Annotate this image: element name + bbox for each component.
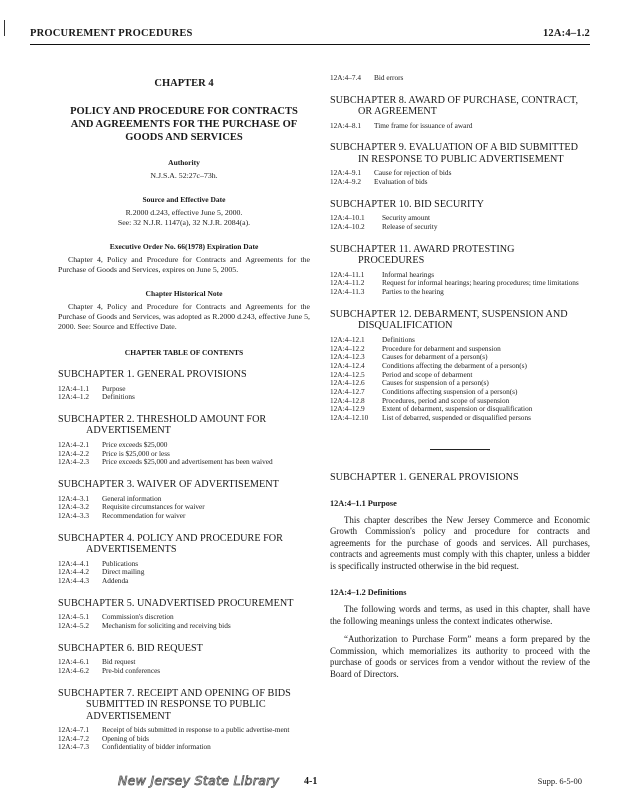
toc-entries-11	[330, 271, 590, 297]
toc-entry-title: Cause for rejection of bids	[374, 168, 452, 178]
subchapter-heading: SUBCHAPTER 9. EVALUATION OF A BID SUBMITTED	[330, 142, 579, 154]
toc-entry-title: Security amount	[382, 213, 431, 223]
toc-entry	[58, 577, 310, 586]
toc-entry-number: 12A:4–3.3	[58, 510, 90, 520]
toc-entries-2	[58, 441, 310, 467]
subchapter-heading-cont: DISQUALIFICATION	[358, 320, 453, 332]
toc-entry-number: 12A:4–7.2	[58, 733, 90, 743]
toc-entry-title: Bid errors	[374, 73, 404, 82]
subchapter-heading: SUBCHAPTER 8. AWARD OF PURCHASE, CONTRACT,	[330, 94, 579, 106]
toc-entry-title: Purpose	[102, 383, 126, 393]
subchapter-heading: SUBCHAPTER 11. AWARD PROTESTING	[330, 243, 515, 255]
toc-entry-number: 12A:4–11.3	[330, 287, 365, 297]
header-title: PROCUREMENT PROCEDURES	[30, 28, 193, 39]
toc-entry	[330, 414, 590, 423]
toc-entry	[58, 441, 310, 450]
left-column	[58, 60, 310, 752]
subchapter-heading: SUBCHAPTER 3. WAIVER OF ADVERTISEMENT	[58, 479, 279, 491]
chapter-name: POLICY AND PROCEDURE FOR CONTRACTS AND AGREEMENTS FOR THE PURCHASE OF GOODS AND SERVICES	[70, 106, 298, 143]
body-subchapter-heading: SUBCHAPTER 1. GENERAL PROVISIONS	[330, 471, 519, 483]
toc-entries-1	[58, 385, 310, 402]
toc-entry-title: Procedure for debarment and suspension	[382, 343, 501, 353]
purpose-heading: 12A:4–1.1 Purpose	[330, 498, 397, 508]
toc-entry-number: 12A:4–12.5	[330, 369, 365, 379]
toc-entry-title: Confidentiality of bidder information	[102, 742, 211, 752]
subchapter-heading-cont: PROCEDURES	[358, 255, 425, 267]
library-stamp: New Jersey State Library	[118, 773, 280, 788]
toc-entry	[58, 393, 310, 402]
toc-entry-title: Release of security	[382, 222, 438, 232]
toc-entry-number: 12A:4–3.1	[58, 493, 90, 503]
toc-entries-12	[330, 336, 590, 423]
toc-entry	[58, 512, 310, 521]
toc-entry	[58, 658, 310, 667]
toc-entry-number: 12A:4–12.9	[330, 404, 365, 414]
subchapter-heading-cont: SUBMITTED IN RESPONSE TO PUBLIC	[86, 699, 266, 711]
executive-order-text: Chapter 4, Policy and Procedure for Contracts and Agreements for the Purchase of Goods and Services, expires on June 5, 2005.	[58, 255, 310, 274]
toc-entry	[330, 214, 590, 223]
toc-entry-title: Causes for suspension of a person(s)	[382, 378, 489, 388]
toc-entry	[330, 74, 590, 83]
page-edge-mark	[4, 20, 5, 36]
toc-entry-title: General information	[102, 493, 162, 503]
toc-entry	[330, 178, 590, 187]
historical-note-text: Chapter 4, Policy and Procedure for Contracts and Agreements for the Purchase of Goods and Services, was adopted as R.2000 d.243, effective June 5, 2000. See: Source and Effective Date.	[58, 302, 310, 331]
toc-entry-number: 12A:4–7.3	[58, 742, 90, 752]
toc-entry-title: Bid request	[102, 657, 136, 667]
toc-entry-number: 12A:4–1.2	[58, 392, 90, 402]
toc-subchapter-9	[330, 142, 590, 165]
toc-entry-title: Period and scope of debarment	[382, 369, 473, 379]
toc-entry-title: Opening of bids	[102, 733, 150, 743]
section-divider	[430, 449, 490, 450]
toc-entry-number: 12A:4–1.1	[58, 383, 90, 393]
toc-entry	[330, 288, 590, 297]
toc-entries-7	[58, 726, 310, 752]
subchapter-heading: SUBCHAPTER 12. DEBARMENT, SUSPENSION AND	[330, 308, 568, 320]
toc-entry	[58, 560, 310, 569]
running-header	[30, 28, 590, 45]
toc-entry-number: 12A:4–12.3	[330, 352, 365, 362]
toc-entry-title: Publications	[102, 558, 139, 568]
toc-entry-title: Pre-bid conferences	[102, 665, 161, 675]
definitions-text: The following words and terms, as used in this chapter, shall have the following meanings unless the context indicates otherwise.	[330, 604, 590, 626]
toc-entry-number: 12A:4–4.3	[58, 576, 90, 586]
toc-entries-5	[58, 613, 310, 630]
toc-entry	[330, 169, 590, 178]
toc-entry-number: 12A:4–9.2	[330, 177, 362, 187]
toc-title: CHAPTER TABLE OF CONTENTS	[124, 348, 244, 357]
subchapter-heading: SUBCHAPTER 6. BID REQUEST	[58, 642, 203, 654]
toc-entry	[330, 122, 590, 131]
subchapter-heading: SUBCHAPTER 10. BID SECURITY	[330, 198, 484, 210]
toc-entry-title: Extent of debarment, suspension or disqualification	[382, 404, 533, 414]
executive-order-heading: Executive Order No. 66(1978) Expiration Date	[109, 242, 259, 251]
toc-entry-number: 12A:4–6.2	[58, 665, 90, 675]
toc-subchapter-1	[58, 369, 310, 381]
page-number: 4-1	[304, 776, 318, 787]
toc-entry-number: 12A:4–9.1	[330, 168, 362, 178]
toc-entry-number: 12A:4–10.1	[330, 213, 365, 223]
toc-subchapter-2	[58, 414, 310, 437]
toc-entry	[58, 667, 310, 676]
authority-heading: Authority	[168, 158, 200, 167]
toc-subchapter-8	[330, 95, 590, 118]
toc-entry-title: Definitions	[382, 334, 415, 344]
subchapter-heading: SUBCHAPTER 5. UNADVERTISED PROCUREMENT	[58, 597, 294, 609]
toc-entry-title: Evaluation of bids	[374, 177, 428, 187]
toc-entry-number: 12A:4–12.10	[330, 413, 369, 423]
definitions-heading: 12A:4–1.2 Definitions	[330, 588, 407, 598]
toc-entry-title: Price is $25,000 or less	[102, 448, 170, 458]
subchapter-heading-cont: ADVERTISEMENT	[86, 425, 171, 437]
subchapter-heading: SUBCHAPTER 2. THRESHOLD AMOUNT FOR	[58, 413, 267, 425]
right-column	[330, 74, 590, 680]
toc-entry-title: Time frame for issuance of award	[374, 120, 473, 130]
toc-entry-title: Commission's discretion	[102, 612, 174, 622]
toc-entry	[58, 458, 310, 467]
chapter-number: CHAPTER 4	[154, 78, 214, 89]
toc-entry-number: 12A:4–5.1	[58, 612, 90, 622]
toc-subchapter-7	[58, 688, 310, 723]
toc-entry-number: 12A:4–12.8	[330, 395, 365, 405]
toc-entry-number: 12A:4–2.2	[58, 448, 90, 458]
toc-entries-3	[58, 495, 310, 521]
toc-entry-title: Conditions affecting suspension of a person(s)	[382, 387, 518, 397]
authorization-definition: “Authorization to Purchase Form” means a form prepared by the Commission, which memorializes its authority to proceed with the purchase of goods or services from a vendor without the review of the Board of Directors.	[330, 634, 590, 679]
subchapter-heading: SUBCHAPTER 1. GENERAL PROVISIONS	[58, 369, 247, 380]
toc-entry	[58, 743, 310, 752]
toc-entry-title: Recommendation for waiver	[102, 510, 186, 520]
toc-entry-number: 12A:4–11.1	[330, 269, 365, 279]
toc-entry	[58, 726, 310, 735]
toc-subchapter-12	[330, 309, 590, 332]
historical-note-heading: Chapter Historical Note	[145, 289, 223, 298]
toc-subchapter-11	[330, 244, 590, 267]
subchapter-heading-cont: ADVERTISEMENTS	[86, 544, 177, 556]
toc-entry-number: 12A:4–10.2	[330, 222, 365, 232]
toc-entry-title: Causes for debarment of a person(s)	[382, 352, 488, 362]
toc-entry-number: 12A:4–7.4	[330, 73, 362, 82]
toc-subchapter-10	[330, 199, 590, 211]
toc-entry-title: Receipt of bids submitted in response to a public advertise-ment	[102, 725, 290, 735]
toc-entry-number: 12A:4–11.2	[330, 278, 365, 288]
toc-entry-title: Requisite circumstances for waiver	[102, 502, 205, 512]
toc-entry-number: 12A:4–2.1	[58, 439, 90, 449]
toc-entry-number: 12A:4–2.3	[58, 457, 90, 467]
toc-subchapter-6	[58, 643, 310, 655]
toc-entry-number: 12A:4–7.1	[58, 725, 90, 735]
toc-entries-9	[330, 169, 590, 186]
toc-entry-number: 12A:4–8.1	[330, 120, 362, 130]
toc-entry-number: 12A:4–12.4	[330, 360, 365, 370]
source-line: R.2000 d.243, effective June 5, 2000.	[125, 208, 243, 217]
toc-entry-title: Procedures, period and scope of suspension	[382, 395, 510, 405]
toc-entry-title: Mechanism for soliciting and receiving bids	[102, 620, 231, 630]
source-text	[58, 208, 310, 228]
toc-entry-title: List of debarred, suspended or disqualified persons	[382, 413, 531, 423]
toc-entries-6	[58, 658, 310, 675]
toc-entry-title: Conditions affecting the debarment of a person(s)	[382, 360, 527, 370]
subchapter-heading: SUBCHAPTER 7. RECEIPT AND OPENING OF BIDS	[58, 687, 291, 699]
supplement-date: Supp. 6-5-00	[537, 776, 582, 786]
source-heading: Source and Effective Date	[142, 195, 226, 204]
toc-subchapter-5	[58, 598, 310, 610]
toc-entries-4	[58, 560, 310, 586]
toc-entry-title: Direct mailing	[102, 567, 145, 577]
toc-entry-title: Addenda	[102, 576, 129, 586]
toc-entries-7-cont	[330, 74, 590, 83]
toc-entry	[58, 568, 310, 577]
toc-entry	[330, 223, 590, 232]
subchapter-heading-cont: OR AGREEMENT	[358, 106, 437, 118]
toc-entry-number: 12A:4–4.2	[58, 567, 90, 577]
toc-entry-number: 12A:4–12.6	[330, 378, 365, 388]
toc-entry-number: 12A:4–12.7	[330, 387, 365, 397]
source-line: See: 32 N.J.R. 1147(a), 32 N.J.R. 2084(a).	[117, 218, 251, 227]
toc-entry-number: 12A:4–5.2	[58, 620, 90, 630]
authority-text: N.J.S.A. 52:27c–73h.	[150, 171, 218, 180]
toc-subchapter-3	[58, 479, 310, 491]
toc-entry-title: Parties to the hearing	[382, 287, 444, 297]
toc-entries-10	[330, 214, 590, 231]
toc-entry-number: 12A:4–3.2	[58, 502, 90, 512]
toc-entry-title: Price exceeds $25,000	[102, 439, 168, 449]
toc-entry-title: Informal hearings	[382, 269, 435, 279]
toc-entry	[58, 385, 310, 394]
toc-entry-number: 12A:4–6.1	[58, 657, 90, 667]
toc-entry-title: Request for informal hearings; hearing procedures; time limitations	[382, 278, 579, 288]
toc-subchapter-4	[58, 533, 310, 556]
subchapter-heading-cont: ADVERTISEMENT	[86, 710, 171, 722]
subchapter-heading: SUBCHAPTER 4. POLICY AND PROCEDURE FOR	[58, 532, 283, 544]
toc-entry-number: 12A:4–12.2	[330, 343, 365, 353]
toc-entry-title: Definitions	[102, 392, 135, 402]
toc-entry-number: 12A:4–4.1	[58, 558, 90, 568]
toc-entry	[58, 622, 310, 631]
toc-entry-number: 12A:4–12.1	[330, 334, 365, 344]
header-section: 12A:4–1.2	[542, 28, 590, 39]
toc-entry-title: Price exceeds $25,000 and advertisement has been waived	[102, 457, 273, 467]
purpose-text: This chapter describes the New Jersey Commerce and Economic Growth Commission's policy and procedure for contracts and agreements for the purchase of goods and services. All purchases, contracts and agreements must comply with this chapter, unless a bidder is specifically instructed otherwise in the bid request.	[330, 514, 590, 571]
toc-entry	[330, 279, 590, 288]
subchapter-heading-cont: IN RESPONSE TO PUBLIC ADVERTISEMENT	[358, 153, 564, 165]
toc-entries-8	[330, 122, 590, 131]
